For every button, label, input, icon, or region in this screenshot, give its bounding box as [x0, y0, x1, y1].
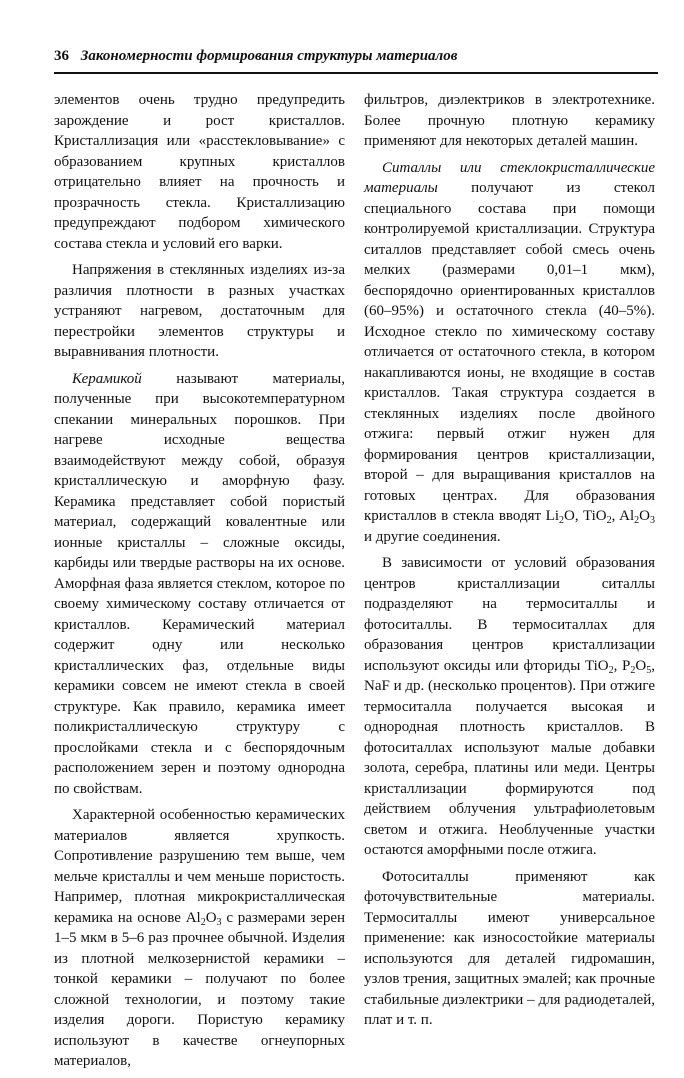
text-span: O — [205, 909, 217, 926]
subscript: 3 — [650, 515, 655, 526]
running-header — [54, 46, 658, 66]
page-number: 36 — [54, 48, 69, 64]
text-span: Характерной особенностью керамических материалов является хрупкость. Сопротивление разрушению тем выше, чем мельче кристаллы и чем меньше пористость. Например, плотная микрокристаллическая керамика на основе Al — [54, 807, 345, 926]
text-span: O — [635, 657, 647, 674]
paragraph-sitalls-applications: Фотоситаллы применяют как фоточувствительные материалы. Термоситаллы имеют универсальное применение: как износостойкие материалы используются для деталей гидромашин, узлов трения, защитных эмалей; как прочные стабильные диэлектрики – для радиодеталей, плат и т. п. — [364, 868, 655, 1028]
paragraph-stresses: Напряжения в стеклянных изделиях из-за различия плотности в разных участках устраняют нагревом, достаточным для перестройки элементов структуры и выравнивания плотности. — [54, 262, 345, 360]
subscript: 2 — [200, 916, 206, 928]
text-span: , NaF и др. (несколько процентов). При отжиге термоситалла получается высокая и однородная плотность кристаллов. В фотоситаллах используют малые добавки золота, серебра, платины или меди. Центры кристаллизации формируются под действием облучения ультрафиолетовым светом и отжига. Необлученные участки остаются аморфными после отжига. — [364, 657, 655, 858]
paragraph-ceramics-brittleness — [54, 805, 345, 1072]
paragraph-ceramics-definition — [54, 369, 345, 800]
text-span: и другие соединения. — [364, 528, 501, 545]
text-span: O — [639, 508, 650, 524]
text-span: , Al — [611, 508, 635, 524]
text-span: получают из стекол специального состава при помощи контролируемой кристаллизации. Структура ситаллов представляет собой смесь очень мелких (размерами 0,01–1 мкм), беспорядочно ориентированных кристаллов (60–95%) и остаточного стекла (40–5%). Исходное стекло по химическому составу отличается от остаточного стекла, в котором накапливаются ионы, не входящие в состав кристаллов. Такая структура создается в стеклянных изделиях после двойного отжига: первый отжиг нужен для формирования центров кристаллизации, второй – для выращивания кристаллов на готовых центрах. Для образования кристаллов в стекла вводят Li — [364, 180, 655, 524]
paragraph-text: называют материалы, полученные при высокотемпературном спекании минеральных порошков. При нагреве исходные вещества взаимодействуют между собой, образуя кристаллическую и аморфную фазу. Керамика представляет собой пористый материал, содержащий ковалентные или ионные кристаллы – сложные оксиды, карбиды или твердые растворы на их основе. Аморфная фаза является стеклом, которое по своему химическому составу отличается от кристаллов. Керамический материал содержит одну или несколько кристаллических фаз, отдельные виды керамики совсем не имеют стекла в своей структуре. Как правило, керамика имеет поликристаллическую структуру с прослойками стекла и с беспорядочным расположением зерен и поэтому однородна по свойствам. — [54, 370, 345, 797]
text-span: , P — [613, 657, 631, 674]
subscript: 2 — [608, 664, 614, 676]
paragraph-crystallization: элементов очень трудно предупредить зарождение и рост кристаллов. Кристаллизация или «расстекловывание» с образованием крупных кристаллов отрицательно влияет на прочность и прозрачность стекла. Кристаллизацию предупреждают подбором химического состава стекла и условий его варки. — [54, 92, 345, 252]
paragraph-thermo-photo-sitalls — [364, 553, 655, 861]
subscript: 2 — [634, 515, 640, 526]
text-span: В зависимости от условий образования центров кристаллизации ситаллы подразделяют на термоситаллы и фотоситаллы. В термоситаллах для образования центров кристаллизации используют оксиды или фториды TiO — [364, 555, 655, 674]
term-sitalls: Ситаллы или стеклокристаллические материалы — [364, 159, 655, 196]
left-column — [54, 90, 345, 1078]
term-ceramics: Керамикой — [72, 370, 142, 387]
paragraph-ceramics-use: фильтров, диэлектриков в электротехнике. Более прочную плотную керамику применяют для некоторых деталей машин. — [364, 92, 655, 149]
text-span: O, TiO — [564, 508, 607, 524]
subscript: 2 — [606, 515, 612, 526]
subscript: 3 — [216, 916, 222, 928]
subscript: 2 — [630, 664, 636, 676]
right-column — [364, 90, 655, 1037]
subscript: 2 — [559, 515, 565, 526]
text-span: с размерами зерен 1–5 мкм в 5–6 раз прочнее обычной. Изделия из плотной мелкозернистой керамики – тонкой керамики – получают по более сложной технологии, и поэтому такие изделия дороги. Пористую керамику используют в качестве огнеупорных материалов, — [54, 909, 345, 1069]
running-title: Закономерности формирования структуры материалов — [80, 48, 458, 64]
subscript: 5 — [646, 664, 652, 676]
paragraph-sitalls-definition — [364, 158, 655, 548]
header-rule — [54, 72, 658, 74]
